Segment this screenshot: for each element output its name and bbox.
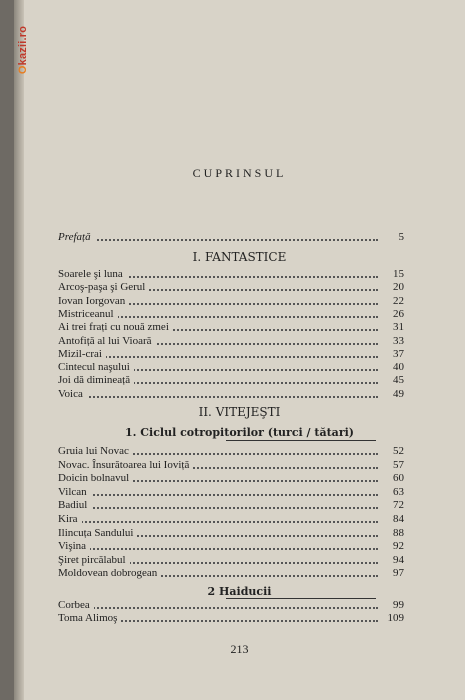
- toc-entry: [58, 445, 404, 457]
- toc-entry-page: 45: [380, 374, 404, 386]
- leader-dots: [58, 607, 378, 609]
- leader-dots: [58, 548, 378, 550]
- leader-dots: [58, 521, 378, 523]
- toc-entry-page: 94: [380, 554, 404, 566]
- toc-entry-label: Joi dă dimineață: [58, 374, 134, 386]
- toc-entry: [58, 472, 404, 484]
- toc-entry-preface: [58, 231, 404, 243]
- toc-entry-label: Ilincuța Sandului: [58, 527, 137, 539]
- toc-entry-label: Arcoş-paşa şi Gerul: [58, 281, 149, 293]
- toc-entry: [58, 527, 404, 539]
- toc-entry-page: 57: [380, 459, 404, 471]
- toc-entry: [58, 540, 404, 552]
- toc-entry: [58, 308, 404, 320]
- toc-entry-page: 109: [380, 612, 404, 624]
- heading-underline: [226, 440, 376, 441]
- toc-entry: [58, 335, 404, 347]
- toc-entry-label: Şiret pircălabul: [58, 554, 130, 566]
- toc-entry-label: Antofiță al lui Vioară: [58, 335, 156, 347]
- toc-entry: [58, 388, 404, 400]
- toc-entry-page: 20: [380, 281, 404, 293]
- toc-entry-label: Gruia lui Novac: [58, 445, 133, 457]
- subsection-heading-haiducii: 2 Haiducii: [207, 585, 272, 598]
- toc-entry-page: 92: [380, 540, 404, 552]
- toc-entry-label: Corbea: [58, 599, 94, 611]
- toc-entry-label: Kira: [58, 513, 82, 525]
- section-heading-vitejesti: II. VITEJEŞTI: [198, 405, 281, 419]
- toc-title: CUPRINSUL: [192, 166, 287, 180]
- leader-dots: [58, 396, 378, 398]
- page-number: 213: [230, 642, 249, 656]
- toc-entry: [58, 268, 404, 280]
- toc-entry-label: Mistriceanul: [58, 308, 118, 320]
- toc-entry-label: Voica: [58, 388, 87, 400]
- toc-entry-page: 60: [380, 472, 404, 484]
- toc-entry-label: Doicin bolnavul: [58, 472, 133, 484]
- toc-entry-label: Moldovean dobrogean: [58, 567, 161, 579]
- toc-entry: [58, 281, 404, 293]
- toc-entry: [58, 361, 404, 373]
- toc-entry-page: 84: [380, 513, 404, 525]
- toc-entry: [58, 295, 404, 307]
- leader-dots: [58, 356, 378, 358]
- toc-entry-page: 33: [380, 335, 404, 347]
- toc-entry: [58, 599, 404, 611]
- toc-entry-page: 52: [380, 445, 404, 457]
- toc-entry-page: 31: [380, 321, 404, 333]
- toc-entry-label: Badiul: [58, 499, 91, 511]
- book-page: [14, 0, 465, 700]
- toc-entry: [58, 612, 404, 624]
- okazii-watermark-logo: [16, 6, 30, 94]
- toc-entry-label: Prefață: [58, 231, 95, 243]
- toc-entry-page: 72: [380, 499, 404, 511]
- toc-entry-page: 63: [380, 486, 404, 498]
- toc-entry-page: 22: [380, 295, 404, 307]
- toc-entry-label: Vişina: [58, 540, 90, 552]
- toc-entry-page: 49: [380, 388, 404, 400]
- toc-entry-label: Soarele şi luna: [58, 268, 127, 280]
- toc-entry: [58, 513, 404, 525]
- section-heading-fantastice: I. FANTASTICE: [192, 250, 287, 264]
- toc-entry-page: 40: [380, 361, 404, 373]
- toc-entry-label: Ai trei frați cu nouă zmei: [58, 321, 173, 333]
- toc-entry-page: 97: [380, 567, 404, 579]
- toc-entry-label: Cintecul naşului: [58, 361, 134, 373]
- watermark-prefix: O: [17, 65, 29, 75]
- toc-entry-page: 26: [380, 308, 404, 320]
- toc-entry-label: Iovan Iorgovan: [58, 295, 129, 307]
- toc-entry-label: Toma Alimoş: [58, 612, 121, 624]
- subsection-heading-cotropitori: 1. Ciclul cotropitorilor (turci / tătari): [124, 426, 354, 439]
- watermark-brand: kazii.ro: [17, 25, 29, 66]
- toc-entry: [58, 554, 404, 566]
- toc-entry-page: 15: [380, 268, 404, 280]
- toc-entry: [58, 499, 404, 511]
- toc-entry-page: 88: [380, 527, 404, 539]
- toc-entry: [58, 321, 404, 333]
- toc-entry: [58, 459, 404, 471]
- leader-dots: [58, 507, 378, 509]
- toc-entry: [58, 567, 404, 579]
- toc-entry-page: 37: [380, 348, 404, 360]
- toc-entry: [58, 374, 404, 386]
- leader-dots: [58, 494, 378, 496]
- toc-entry-label: Vilcan: [58, 486, 91, 498]
- toc-entry-page: 99: [380, 599, 404, 611]
- toc-entry: [58, 486, 404, 498]
- toc-entry-label: Mizil-crai: [58, 348, 106, 360]
- toc-entry-label: Novac. Însurătoarea lui Ioviță: [58, 459, 193, 471]
- toc-entry-page: 5: [380, 231, 404, 243]
- toc-entry: [58, 348, 404, 360]
- leader-dots: [58, 239, 378, 241]
